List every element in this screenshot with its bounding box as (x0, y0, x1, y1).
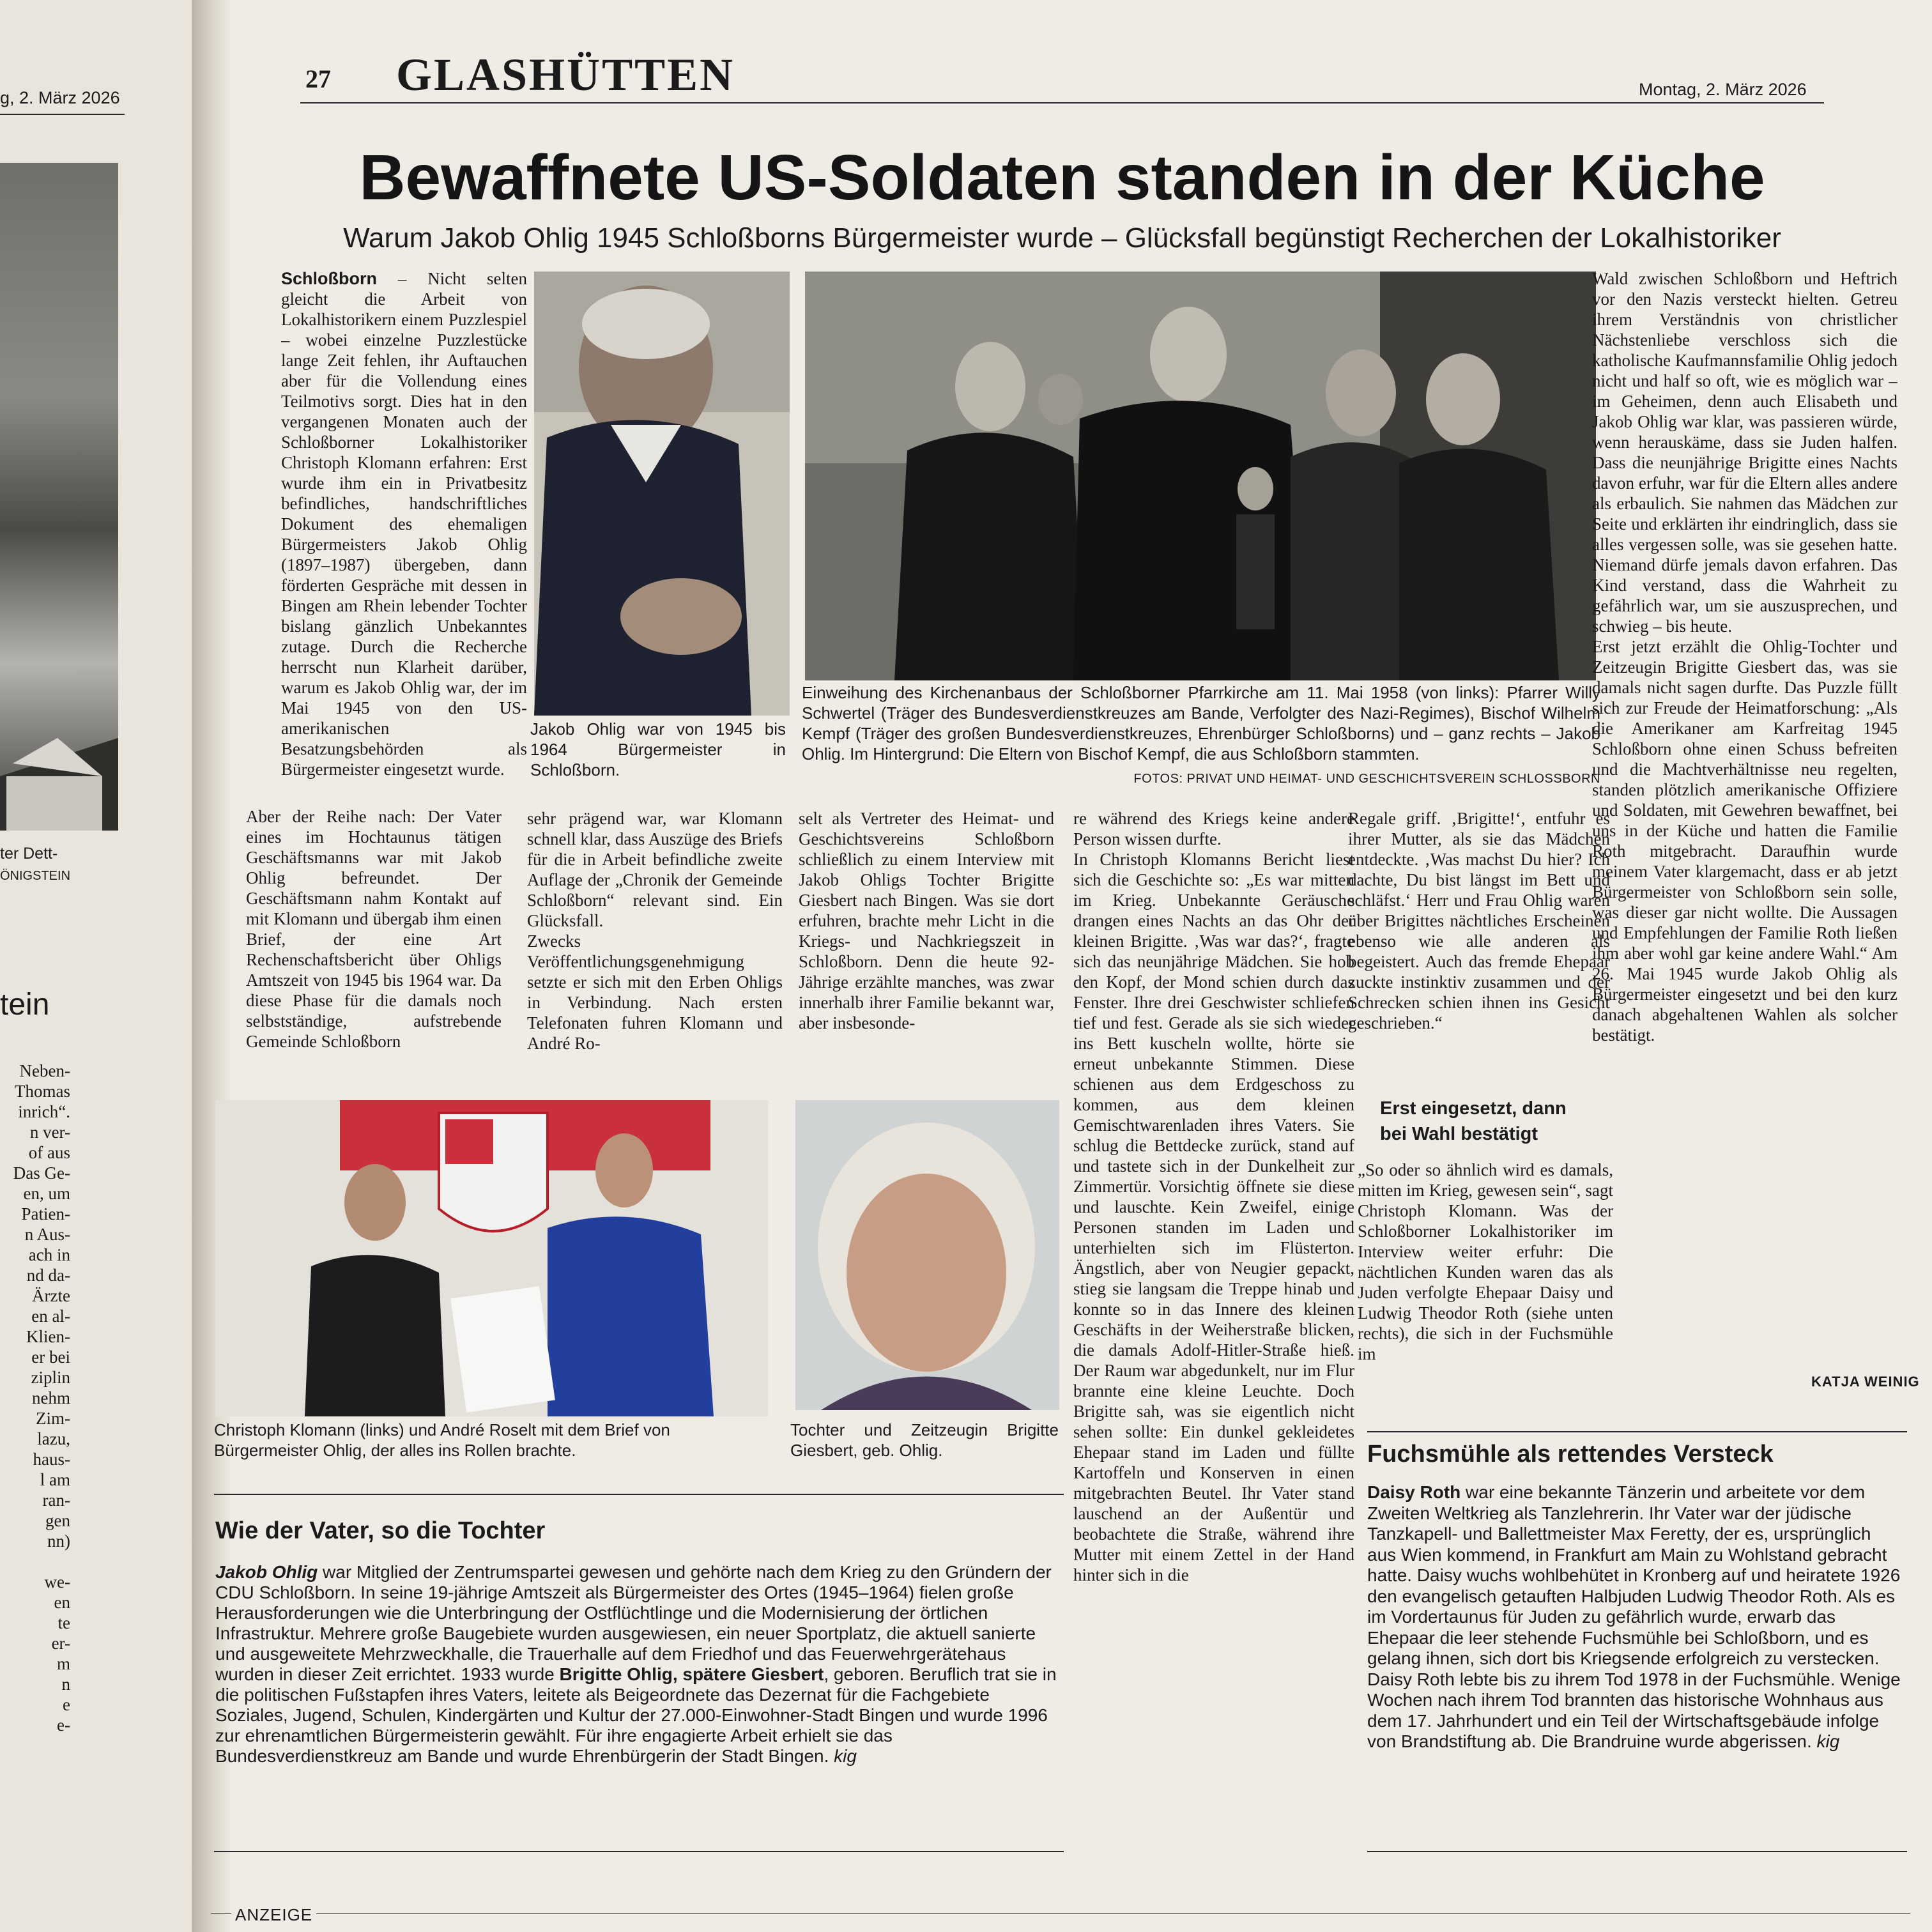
footer-rule (211, 1913, 1910, 1914)
box1-body-2: , geboren. Beruflich trat sie in die politischen Fußstapfen ihres Vaters, leitete als Beigeordnete das Dezernat für die Fachgebiete Soziales, Jugend, Schulen, Kindergärten und Kultur der 27.000-Einwohner-Stadt Bingen und wurde 1996 zur ehrenamtlichen Bürgermeisterin gewählt. Für ihre engagierte Arbeit erhielt sie das Bundesverdienstkreuz am Bande und wurde Ehrenbürgerin der Stadt Bingen. (215, 1664, 1057, 1766)
box2-body: war eine bekannte Tänzerin und arbeitete vor dem Zweiten Weltkrieg als Tanzlehrerin. Ihr Vater war der jüdische Tanzkapell- und Ballettmeister Max Feretty, der es, ursprünglich aus Wien kommend, in Frankfurt am Main zu Wohlstand gebracht hatte. Daisy wuchs wohlbehütet in Kronberg auf und heiratete 1926 den evangelisch getauften Halbjuden Ludwig Theodor Roth. Als es im Vordertaunus für Juden zu gefährlich wurde, erwarb das Ehepaar die leer stehende Fuchsmühle bei Schloßborn, und es gelang ihnen, sich dort bis Kriegsende erfolgreich zu verstecken. Daisy Roth lebte bis zu ihrem Tod 1978 in der Fuchsmühle. Wenige Wochen nach ihrem Tod brannten das historische Wohnhaus aus dem 17. Jahrhundert und ein Teil der Wirtschaftsgebäude infolge von Brandstiftung ab. Die Brandruine wurde abgerissen. (1367, 1482, 1901, 1751)
footer-ad-label: ANZEIGE (231, 1905, 316, 1925)
box1-body-1: war Mitglied der Zentrumspartei gewesen und gehörte nach dem Krieg zu den Gründern der CDU Schloßborn. In seine 19-jährige Amtszeit als Bürgermeister des Ortes (1945–1964) fielen große Herausforderungen wie die Unterbringung der Ostflüchtlinge und die Modernisierung der örtlichen Infrastruktur. Mehrere große Baugebiete wurden ausgewiesen, ein neuer Sportplatz, die aktuell sanierte und ausgeweitete Mehrzweckhalle, die Trauerhalle auf dem Friedhof und das Feuerwehrgerätehaus wurden in dieser Zeit errichtet. 1933 wurde (215, 1562, 1052, 1684)
photo3-caption: Christoph Klomann (links) und André Roselt mit dem Brief von Bürgermeister Ohlig, der alles ins Rollen brachte. (214, 1420, 670, 1460)
photo-klomann-roselt (215, 1100, 768, 1416)
left-photo-caption-2: ÖNIGSTEIN (0, 869, 71, 883)
column5-subhead: Erst eingesetzt, dann bei Wahl bestätigt (1380, 1098, 1567, 1144)
box2-lead-name: Daisy Roth (1367, 1482, 1461, 1502)
page-number: 27 (305, 65, 331, 93)
photo-jakob-ohlig (534, 272, 790, 716)
left-photo-caption-1: ter Dett- (0, 845, 58, 862)
box1-name-2: Brigitte Ohlig, spätere Giesbert (559, 1664, 824, 1684)
author-byline: KATJA WEINIG (1811, 1374, 1920, 1390)
dateline: Schloßborn (281, 269, 377, 288)
left-page-date: g, 2. März 2026 (0, 88, 120, 107)
photo-church-inauguration (805, 272, 1596, 680)
photo1-caption: Jakob Ohlig war von 1945 bis 1964 Bürgermeister in Schloßborn. (530, 719, 786, 779)
box1-text (215, 1562, 1059, 1767)
box2-signature: kig (1816, 1731, 1840, 1751)
article-column-1-top (281, 268, 527, 805)
photo-credit: FOTOS: PRIVAT UND HEIMAT- UND GESCHICHTSVEREIN SCHLOSSBORN (1133, 772, 1600, 786)
article-column-2: sehr prägend war, war Klomann schnell klar, dass Auszüge des Briefs für die in Arbeit befindliche zweite Auflage der „Chronik der Gemeinde Schloßborn“ relevant sind. Ein Glücksfall. Zwecks Veröffentlichungsgenehmigung setzte er sich mit den Erben Ohligs in Verbindung. Nach ersten Telefonaten fuhren Klomann und André Ro- (527, 809, 783, 1053)
left-article-heading: tein (0, 988, 50, 1022)
article-column-3: selt als Vertreter des Heimat- und Geschichtsvereins Schloßborn schließlich zu einem Interview mit Jakob Ohligs Tochter Brigitte Giesbert nach Bingen. Was sie dort erfuhren, brachte mehr Licht in die Kriegs- und Nachkriegszeit in Schloßborn. Denn die heute 92-Jährige erzählte manches, was zwar innerhalb ihrer Familie bekannt war, aber insbesonde- (799, 809, 1054, 1032)
photo-brigitte-giesbert (795, 1100, 1059, 1410)
col1-text: – Nicht selten gleicht die Arbeit von Lokalhistorikern einem Puzzlespiel – wobei einzelne Puzzlestücke lange Zeit fehlen, ihr Auftauchen aber für die Vollendung eines Teilmotivs sorgt. Dies hat in den vergangenen Monaten auch der Schloßborner Lokalhistoriker Christoph Klomann erfahren: Erst wurde ihm ein in Privatbesitz befindliches, handschriftliches Dokument des ehemaligen Bürgermeisters Jakob Ohlig (1897–1987) übergeben, dann förderten Gespräche mit dessen in Bingen am Rhein lebender Tochter bislang gänzlich Unbekanntes zutage. Durch die Recherche herrscht nun Klarheit darüber, warum es Jakob Ohlig war, der im Mai 1945 von den US-amerikanischen Besatzungsbehörden als Bürgermeister eingesetzt wurde. (281, 269, 527, 779)
article-column-5-bottom: „So oder so ähnlich wird es damals, mitten im Krieg, gewesen sein“, sagt Christoph Klomann. Was der Schloßborner Lokalhistoriker im Interview weiter erfuhr: Die nächtlichen Kunden waren das als Juden verfolgte Ehepaar Daisy und Ludwig Theodor Roth (siehe unten rechts), die sich in der Fuchsmühle im (1358, 1160, 1613, 1363)
box1-bottom-rule (214, 1851, 1064, 1852)
left-header-rule (0, 114, 125, 115)
left-adjacent-page (0, 0, 192, 1932)
box2-text (1367, 1482, 1901, 1752)
article-column-6: Wald zwischen Schloßborn und Heftrich vor den Nazis versteckt hielten. Getreu ihrem Verständnis von christlicher Nächstenliebe verschloss sich die katholische Kaufmannsfamilie Ohlig jedoch nicht und half so oft, wie es möglich war – im Geheimen, denn auch Elisabeth und Jakob Ohlig war klar, was passieren würde, wenn herauskäme, dass sie Juden halfen. Dass die neunjährige Brigitte eines Nachts davon erfuhr, war für die Eltern alles andere als erbaulich. Sie nahmen das Mädchen zur Seite und erklärten ihr eindringlich, dass sie alles vergessen solle, was sie gesehen hatte. Niemand dürfe jemals davon erfahren. Das Kind verstand, dass die Wahrheit zu gefährlich war, um sie auszusprechen, und schwieg – bis heute. Erst jetzt erzählt die Ohlig-Tochter und Zeitzeugin Brigitte Giesbert das, was sie damals nicht sagen durfte. Das Puzzle füllt sich zur Freude der Heimatforschung: „Als die Amerikaner am Karfreitag 1945 Schloßborn ohne einen Schuss befreiten und die Machtverhältnisse neu regelten, standen plötzlich amerikanische Offiziere und Soldaten, mit Gewehren bewaffnet, bei uns in der Küche und hatten die Familie Roth mitgebracht. Daraufhin wurde meinem Vater klargemacht, dass er ab jetzt Bürgermeister von Schloßborn sein solle, was dieser gar nicht wollte. Die Aussagen und Empfehlungen der Familie Roth ließen ihm aber wohl gar keine andere Wahl.“ Am 26. Mai 1945 wurde Jakob Ohlig als Bürgermeister eingesetzt und bei den kurz danach abgehaltenen Wahlen als solcher bestätigt. (1592, 269, 1897, 1045)
box2-top-rule (1367, 1431, 1907, 1432)
box1-top-rule (214, 1494, 1064, 1495)
header-date: Montag, 2. März 2026 (1639, 80, 1807, 99)
section-title: GLASHÜTTEN (396, 49, 735, 100)
photo2-caption: Einweihung des Kirchenanbaus der Schloßborner Pfarrkirche am 11. Mai 1958 (von links): Pfarrer Willy Schwertel (Träger des Bundesverdienstkreuzes am Bande, Verfolgter des Nazi-Regimes), Bischof Wilhelm Kempf (Träger des großen Bundesverdienstkreuzes, Ehrenbürger Schloßborns) und – ganz rechts – Jakob Ohlig. Im Hintergrund: Die Eltern von Bischof Kempf, die aus Schloßborn stammten. (802, 683, 1600, 763)
box2-title: Fuchsmühle als rettendes Versteck (1367, 1441, 1774, 1468)
headline: Bewaffnete US-Soldaten standen in der Küche (359, 142, 1765, 213)
article-column-1-bottom: Aber der Reihe nach: Der Vater eines im Hochtaunus tätigen Geschäftsmanns war mit Jakob Ohlig befreundet. Der Geschäftsmann nahm Kontakt auf mit Klomann und übergab ihm einen Brief, der eine Art Rechenschaftsbericht über Ohligs Amtszeit von 1945 bis 1964 war. Da diese Phase für die damals noch selbstständige, aufstrebende Gemeinde Schloßborn (246, 807, 502, 1051)
box2-bottom-rule (1367, 1851, 1907, 1852)
header-rule (300, 102, 1824, 103)
article-column-5-top: Regale griff. ‚Brigitte!‘, entfuhr es ihrer Mutter, als sie das Mädchen entdeckte. ‚Was machst Du hier? Ich dachte, Du bist längst im Bett und schläfst.‘ Herr und Frau Ohlig waren über Brigittes nächtliches Erscheinen ebenso wie alle anderen als begeistert. Auch das fremde Ehepaar zuckte instinktiv zusammen und der Schrecken schien ihnen ins Gesicht geschrieben.“ (1348, 809, 1610, 1032)
photo4-caption: Tochter und Zeitzeugin Brigitte Giesbert, geb. Ohlig. (790, 1420, 1059, 1460)
article-column-4: re während des Kriegs keine andere Person wissen durfte. In Christoph Klomanns Bericht liest sich die Geschichte so: „Es war mitten im Krieg. Unbekannte Geräusche drangen eines Nachts an das Ohr der kleinen Brigitte. ‚Was war das?‘, fragte sich das neunjährige Mädchen. Sie hob den Kopf, der Mond schien durch das Fenster. Ihre drei Geschwister schliefen tief und fest. Gerade als sie sich wieder ins Bett kuscheln wollte, hörte sie erneut unbekannte Stimmen. Diese schienen aus dem Erdgeschoss zu kommen, aus dem kleinen Gemischtwarenladen ihres Vaters. Sie schlug die Bettdecke zurück, stand auf und tastete sich in der Dunkelheit zur Zimmertür. Vorsichtig öffnete sie diese und lauschte. Kein Zweifel, einige Personen standen im Laden und unterhielten sich im Flüsterton. Ängstlich, aber von Neugier gepackt, stieg sie langsam die Treppe hinab und konnte so in das Innere des kleinen Geschäfts in der Weiherstraße blicken, die damals Adolf-Hitler-Straße hieß. Der Raum war abgedunkelt, nur im Flur brannte eine kleine Leuchte. Doch Brigitte sah, was sie eigentlich nicht sehen sollte: Ein dunkel gekleidetes Ehepaar stand im Laden und füllte Kartoffeln und Konserven in einen mitgebrachten Beutel. Ihr Vater stand lauschend an der Außentür und beobachtete die Straße, während ihre Mutter mit einem Zettel in der Hand hinter sich in die (1073, 809, 1354, 1584)
subheadline: Warum Jakob Ohlig 1945 Schloßborns Bürgermeister wurde – Glücksfall begünstigt Recherchen der Lokalhistoriker (343, 222, 1781, 254)
box1-lead-name: Jakob Ohlig (215, 1562, 318, 1582)
box1-title: Wie der Vater, so die Tochter (215, 1517, 546, 1544)
left-page-photo (0, 163, 118, 831)
left-article-text: Neben- Thomas inrich“. n ver- of aus Das Ge- en, um Patien- n Aus- ach in nd da- Ärzte en al- Klien- er bei ziplin nehm Zim- lazu, haus- l am ran- gen nn) we- en te er- m n e e- (13, 1061, 70, 1735)
box1-signature: kig (834, 1746, 857, 1766)
